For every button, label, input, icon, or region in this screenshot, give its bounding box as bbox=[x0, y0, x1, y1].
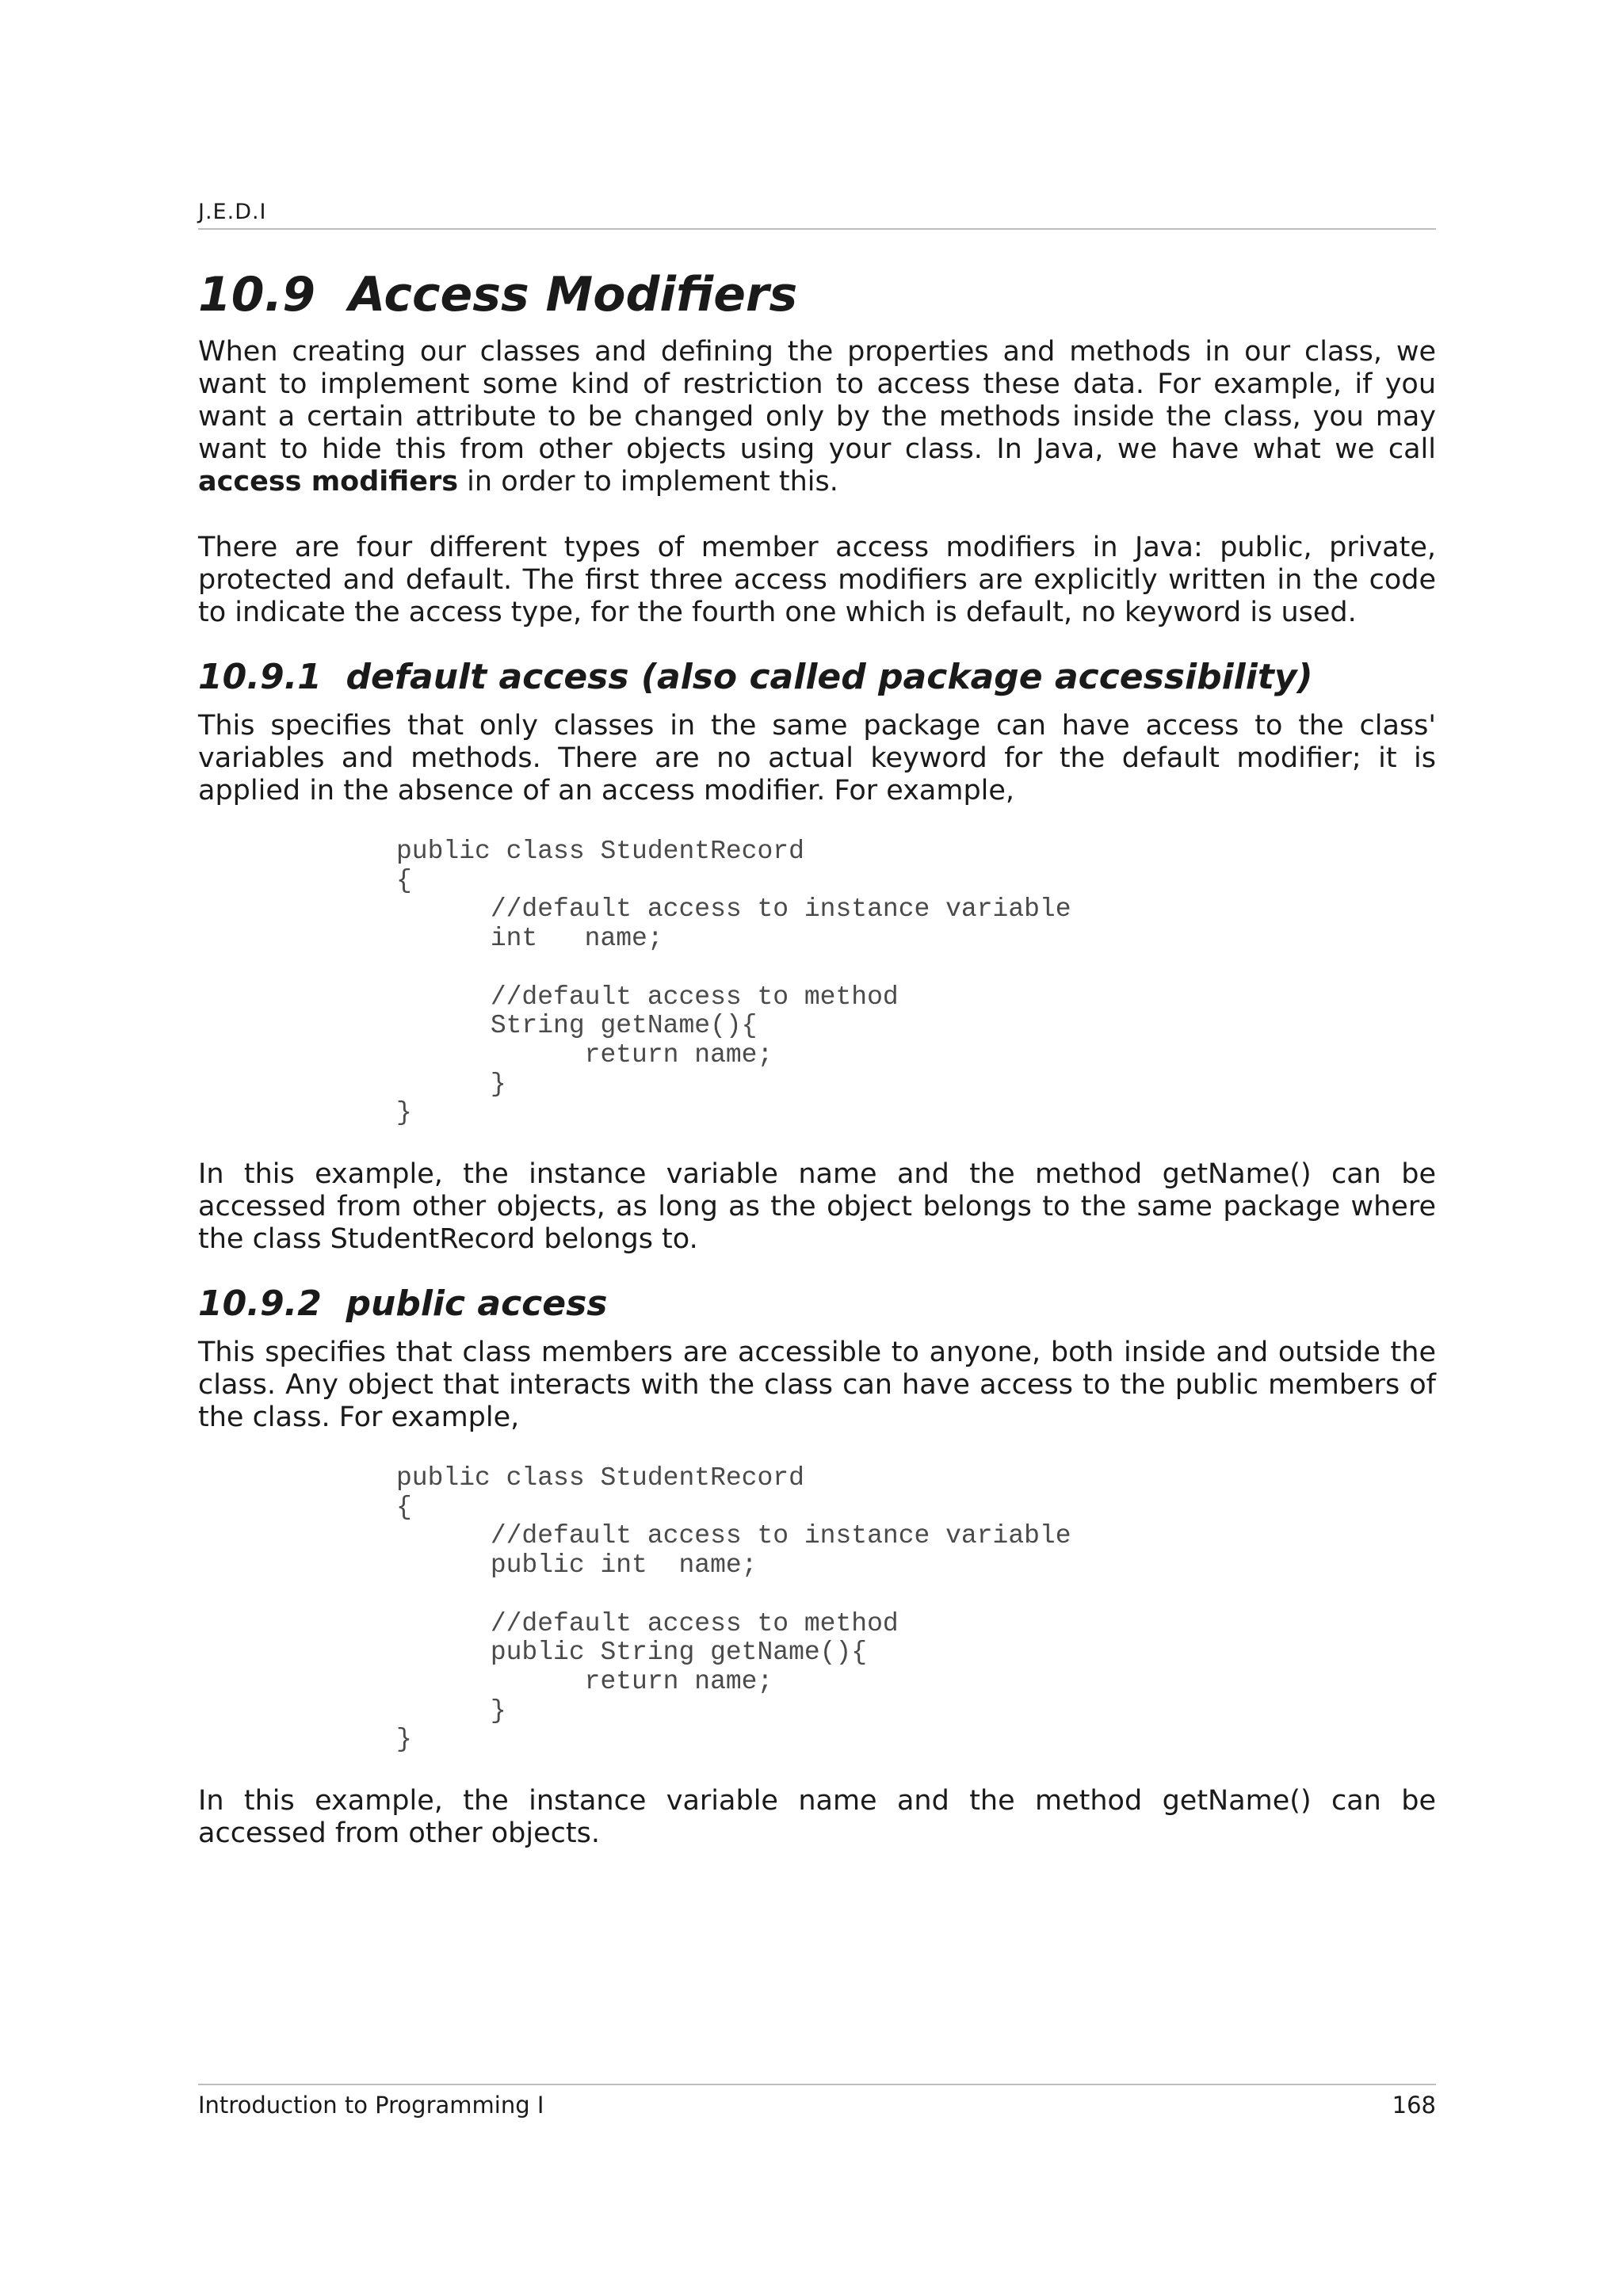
page-content bbox=[198, 261, 1436, 1850]
footer-page-number: 168 bbox=[1392, 2092, 1436, 2119]
subsection-public-title: 10.9.2 public access bbox=[198, 1283, 608, 1325]
section-title: 10.9 Access Modifiers bbox=[198, 267, 798, 322]
running-header: J.E.D.I bbox=[198, 200, 267, 224]
default-access-paragraph: This specifies that only classes in the same package can have access to the class' variables and methods. There are no actual keyword for the default modifier; it is applied in the absence of an access modifier. For example, bbox=[198, 710, 1436, 807]
intro-bold-term: access modifiers bbox=[198, 466, 459, 498]
default-access-explanation: In this example, the instance variable name and the method getName() can be accessed from other objects, as long as the object belongs to the same package where the class StudentRecord belongs to. bbox=[198, 1158, 1436, 1256]
default-access-code-block: public class StudentRecord { //default access to instance variable int name; //default access to method String getName(){ return name; } } bbox=[396, 837, 1071, 1128]
public-access-code-block: public class StudentRecord { //default access to instance variable public int name; //default access to method public String getName(){ return name; } } bbox=[396, 1463, 1071, 1755]
intro-paragraph bbox=[198, 336, 1436, 498]
intro-text-before: When creating our classes and defining the properties and methods in our class, we want to implement some kind of restriction to access these data. For example, if you want a certain attribute to be changed only by the methods inside the class, you may want to hide this from other objects using your class. In Java, we have what we call bbox=[198, 336, 1436, 465]
footer-book-title: Introduction to Programming I bbox=[198, 2092, 544, 2119]
subsection-default-title: 10.9.1 default access (also called package accessibility) bbox=[198, 657, 1313, 697]
types-paragraph: There are four different types of member access modifiers in Java: public, private, protected and default. The first three access modifiers are explicitly written in the code to indicate the access type, for the fourth one which is default, no keyword is used. bbox=[198, 532, 1436, 628]
footer-divider bbox=[198, 2084, 1436, 2085]
public-access-explanation: In this example, the instance variable name and the method getName() can be accessed from other objects. bbox=[198, 1785, 1436, 1850]
intro-text-after: in order to implement this. bbox=[458, 466, 838, 498]
public-access-paragraph: This specifies that class members are accessible to anyone, both inside and outside the class. Any object that interacts with the class can have access to the public members of the class. For example, bbox=[198, 1337, 1436, 1434]
header-divider bbox=[198, 228, 1436, 230]
